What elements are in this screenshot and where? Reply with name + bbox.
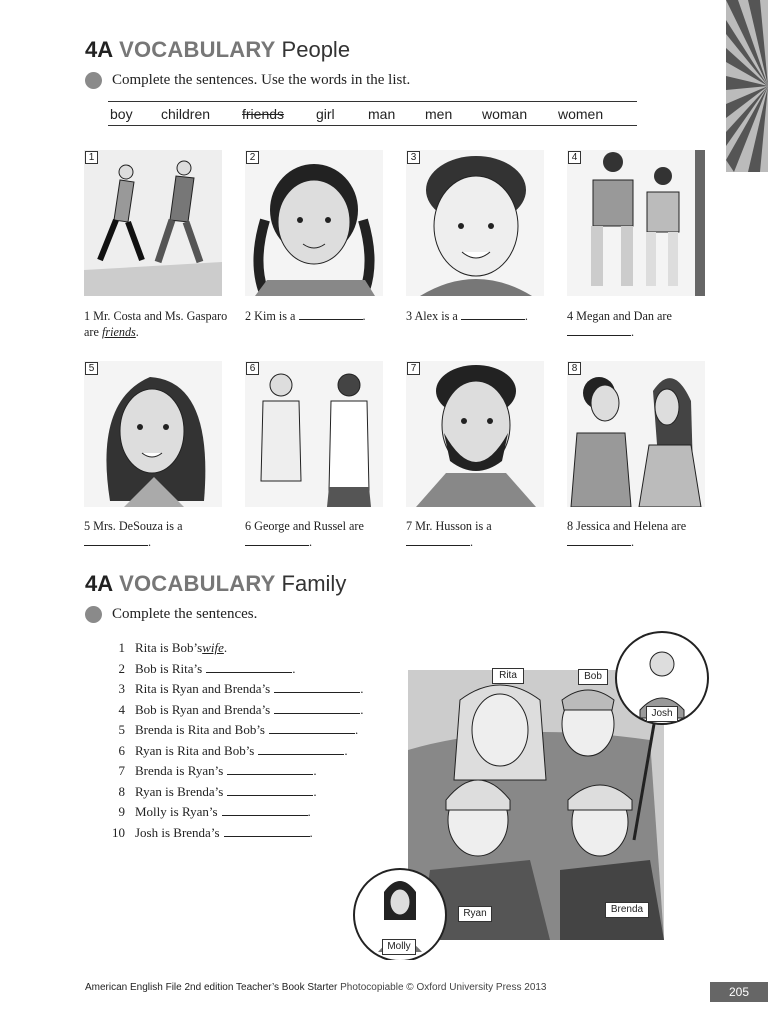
- word-item: man: [368, 106, 396, 122]
- section-topic: Family: [281, 571, 347, 596]
- caption-4: 4 Megan and Dan are .: [567, 309, 672, 339]
- answer-blank[interactable]: [245, 535, 309, 546]
- caption-8: 8 Jessica and Helena are .: [567, 519, 687, 549]
- picture-girl-pigtails: [245, 150, 383, 296]
- name-tag-josh: Josh: [646, 706, 678, 722]
- answer-blank[interactable]: [227, 784, 313, 796]
- caption-1: 1 Mr. Costa and Ms. Gasparo are friends.: [84, 309, 228, 339]
- word-item-crossed: friends: [242, 106, 285, 122]
- item-number: 2: [246, 151, 259, 164]
- answer-blank[interactable]: [227, 763, 313, 775]
- answer-blank[interactable]: [299, 309, 363, 320]
- section-code: 4A: [85, 571, 114, 596]
- sentence-row: 8 Ryan is Brenda’s .: [118, 783, 317, 799]
- caption-7: 7 Mr. Husson is a .: [406, 519, 492, 549]
- word-item: men: [425, 106, 453, 122]
- item-number: 3: [407, 151, 420, 164]
- section-title-people: [85, 37, 350, 63]
- answer-blank[interactable]: [269, 722, 355, 734]
- instruction-text: Complete the sentences.: [112, 606, 258, 622]
- answer-blank[interactable]: [258, 743, 344, 755]
- word-item: girl: [316, 106, 335, 122]
- answer-blank[interactable]: [206, 661, 292, 673]
- answer-blank[interactable]: [567, 535, 631, 546]
- section-label: VOCABULARY: [119, 571, 276, 596]
- instruction-people: [85, 72, 410, 89]
- bullet-icon: [85, 72, 102, 89]
- caption-5: 5 Mrs. DeSouza is a .: [84, 519, 183, 549]
- name-tag-brenda: Brenda: [605, 902, 649, 918]
- caption-3: 3 Alex is a .: [406, 309, 528, 323]
- item-number: 8: [568, 362, 581, 375]
- picture-woman-long-hair: [84, 361, 222, 507]
- sentence-row: 10 Josh is Brenda’s .: [112, 824, 313, 840]
- picture-two-men-talking: [245, 361, 383, 507]
- caption-6: 6 George and Russel are .: [245, 519, 364, 549]
- sentence-row: 2 Bob is Rita’s .: [118, 660, 296, 676]
- picture-boy: [406, 150, 544, 296]
- section-topic: People: [281, 37, 351, 62]
- item-number: 1: [85, 151, 98, 164]
- section-label: VOCABULARY: [119, 37, 276, 62]
- answer-blank[interactable]: [274, 681, 360, 693]
- word-item: children: [161, 106, 211, 122]
- sentence-row: 7 Brenda is Ryan’s .: [118, 763, 317, 778]
- section-title-family: [85, 571, 346, 597]
- picture-joggers: [84, 150, 222, 296]
- item-number: 5: [85, 362, 98, 375]
- answer-example: wife: [202, 640, 224, 655]
- picture-man-beard: [406, 361, 544, 507]
- sentence-row: 9 Molly is Ryan’s .: [118, 804, 311, 819]
- answer-blank[interactable]: [406, 535, 470, 546]
- picture-children: [567, 150, 705, 296]
- answer-blank[interactable]: [224, 825, 310, 837]
- answer-blank[interactable]: [222, 804, 308, 816]
- word-item: boy: [110, 106, 133, 122]
- answer-blank[interactable]: [567, 325, 631, 336]
- footer-book-title: American English File 2nd edition Teacher’s Book Starter: [85, 982, 338, 993]
- family-illustration: [350, 630, 720, 960]
- name-tag-bob: Bob: [578, 669, 608, 685]
- picture-two-women: [567, 361, 705, 507]
- corner-sunburst-decoration: [726, 0, 768, 172]
- section-code: 4A: [85, 37, 114, 62]
- answer-example: friends: [101, 325, 136, 339]
- instruction-family: [85, 606, 257, 623]
- name-tag-ryan: Ryan: [458, 906, 492, 922]
- sentence-row: 3 Rita is Ryan and Brenda’s .: [118, 681, 364, 696]
- item-number: 6: [246, 362, 259, 375]
- page-number: 205: [710, 982, 768, 1002]
- name-tag-molly: Molly: [382, 939, 416, 955]
- sentence-row: 5 Brenda is Rita and Bob’s .: [118, 722, 359, 737]
- bullet-icon: [85, 606, 102, 623]
- sentence-row: 6 Ryan is Rita and Bob’s .: [118, 742, 348, 758]
- word-item: woman: [482, 106, 528, 122]
- answer-blank[interactable]: [461, 309, 525, 320]
- item-number: 4: [568, 151, 581, 164]
- name-tag-rita: Rita: [492, 668, 524, 684]
- sentence-row: 4 Bob is Ryan and Brenda’s .: [118, 701, 364, 717]
- word-item: women: [558, 106, 604, 122]
- item-number: 7: [407, 362, 420, 375]
- instruction-text: Complete the sentences. Use the words in the list.: [112, 72, 411, 88]
- footer: [85, 982, 547, 993]
- footer-copyright: Photocopiable © Oxford University Press 2013: [340, 982, 547, 993]
- caption-2: 2 Kim is a .: [245, 309, 366, 323]
- word-list: [108, 101, 637, 126]
- answer-blank[interactable]: [84, 535, 148, 546]
- answer-blank[interactable]: [274, 702, 360, 714]
- family-sentences: [108, 640, 364, 845]
- sentence-row: 1 Rita is Bob’s wife .: [108, 640, 364, 661]
